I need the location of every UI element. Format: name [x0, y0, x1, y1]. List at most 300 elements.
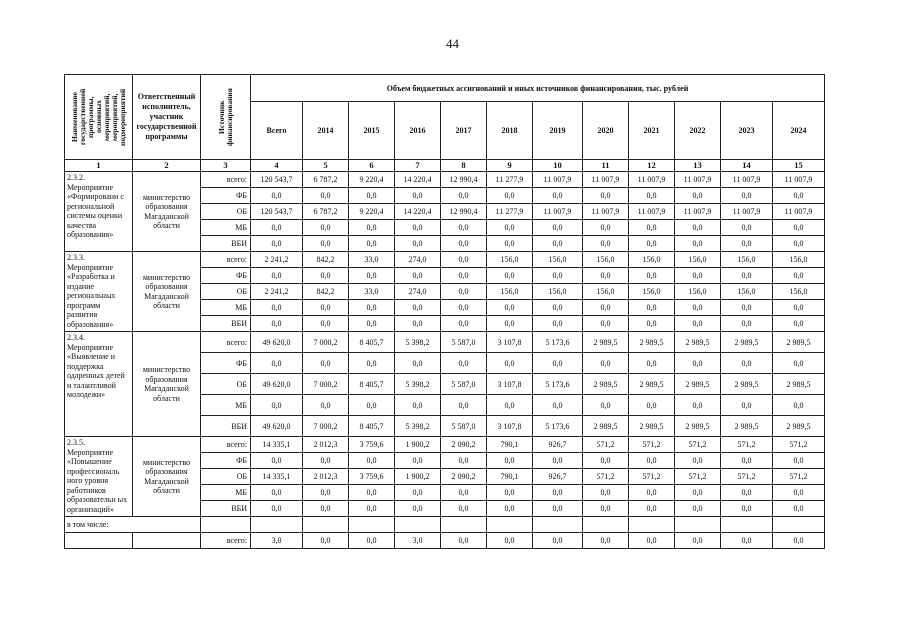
amount-cell: 5 398,2	[395, 332, 441, 353]
amount-cell: 571,2	[721, 469, 773, 485]
amount-cell: 11 007,9	[533, 204, 583, 220]
amount-cell: 2 989,5	[773, 416, 825, 437]
amount-cell: 842,2	[303, 252, 349, 268]
amount-cell: 2 989,5	[675, 332, 721, 353]
amount-cell: 0,0	[773, 316, 825, 332]
amount-cell: 0,0	[773, 300, 825, 316]
amount-cell: 571,2	[721, 437, 773, 453]
amount-cell: 9 220,4	[349, 172, 395, 188]
amount-cell: 12 990,4	[441, 204, 487, 220]
amount-cell: 2 989,5	[583, 374, 629, 395]
amount-cell: 0,0	[629, 188, 675, 204]
amount-cell: 790,1	[487, 437, 533, 453]
header-year: 2024	[773, 102, 825, 160]
amount-cell: 3 107,8	[487, 416, 533, 437]
amount-cell: 0,0	[251, 485, 303, 501]
amount-cell: 0,0	[773, 188, 825, 204]
amount-cell: 0,0	[533, 220, 583, 236]
amount-cell: 156,0	[721, 284, 773, 300]
table-row	[65, 437, 825, 453]
amount-cell: 0,0	[349, 188, 395, 204]
amount-cell: 0,0	[721, 501, 773, 517]
amount-cell: 14 335,1	[251, 437, 303, 453]
amount-cell: 156,0	[487, 252, 533, 268]
amount-cell: 0,0	[251, 353, 303, 374]
amount-cell: 0,0	[533, 316, 583, 332]
amount-cell: 0,0	[675, 300, 721, 316]
amount-cell: 0,0	[629, 268, 675, 284]
amount-cell: 8 405,7	[349, 416, 395, 437]
empty-cell	[201, 517, 251, 533]
empty-cell	[629, 517, 675, 533]
amount-cell: 842,2	[303, 284, 349, 300]
amount-cell: 0,0	[349, 485, 395, 501]
amount-cell: 0,0	[629, 353, 675, 374]
column-number: 6	[349, 160, 395, 172]
amount-cell: 0,0	[395, 485, 441, 501]
amount-cell: 0,0	[583, 395, 629, 416]
amount-cell: 11 277,9	[487, 172, 533, 188]
amount-cell: 0,0	[395, 300, 441, 316]
amount-cell: 0,0	[721, 353, 773, 374]
amount-cell: 7 000,2	[303, 416, 349, 437]
empty-cell	[583, 517, 629, 533]
header-volume: Объем бюджетных ассигнований и иных источников финансирования, тыс. рублей	[251, 75, 825, 102]
amount-cell: 0,0	[441, 501, 487, 517]
funding-source: всего:	[201, 252, 251, 268]
amount-cell: 2 989,5	[675, 374, 721, 395]
column-number: 1	[65, 160, 133, 172]
amount-cell: 0,0	[533, 453, 583, 469]
amount-cell: 0,0	[395, 453, 441, 469]
amount-cell: 0,0	[441, 533, 487, 549]
amount-cell: 0,0	[721, 268, 773, 284]
amount-cell: 0,0	[395, 220, 441, 236]
amount-cell: 0,0	[395, 316, 441, 332]
amount-cell: 156,0	[533, 252, 583, 268]
amount-cell: 5 398,2	[395, 374, 441, 395]
amount-cell: 2 989,5	[629, 416, 675, 437]
amount-cell: 0,0	[533, 395, 583, 416]
amount-cell: 0,0	[675, 501, 721, 517]
amount-cell: 0,0	[675, 236, 721, 252]
funding-source: ОБ	[201, 284, 251, 300]
amount-cell: 0,0	[395, 188, 441, 204]
amount-cell: 0,0	[675, 188, 721, 204]
amount-cell: 14 335,1	[251, 469, 303, 485]
amount-cell: 0,0	[441, 300, 487, 316]
amount-cell: 0,0	[773, 485, 825, 501]
amount-cell: 0,0	[533, 533, 583, 549]
funding-source: ФБ	[201, 353, 251, 374]
amount-cell: 0,0	[251, 395, 303, 416]
empty-cell	[133, 533, 201, 549]
amount-cell: 11 007,9	[629, 204, 675, 220]
header-source	[201, 75, 251, 160]
subtotal-row	[65, 533, 825, 549]
amount-cell: 0,0	[583, 236, 629, 252]
amount-cell: 0,0	[773, 236, 825, 252]
amount-cell: 0,0	[583, 316, 629, 332]
amount-cell: 0,0	[395, 501, 441, 517]
activity-name: 2.3.5. Мероприятие «Повышение профессиональ ного уровня работников образовательн ых организаций»	[65, 437, 133, 517]
amount-cell: 274,0	[395, 252, 441, 268]
amount-cell: 0,0	[251, 188, 303, 204]
header-year: Всего	[251, 102, 303, 160]
amount-cell: 2 241,2	[251, 284, 303, 300]
amount-cell: 5 173,6	[533, 374, 583, 395]
amount-cell: 49 620,0	[251, 374, 303, 395]
amount-cell: 0,0	[675, 533, 721, 549]
amount-cell: 5 173,6	[533, 416, 583, 437]
amount-cell: 156,0	[533, 284, 583, 300]
amount-cell: 0,0	[675, 268, 721, 284]
funding-source: всего:	[201, 437, 251, 453]
amount-cell: 0,0	[441, 453, 487, 469]
column-number: 11	[583, 160, 629, 172]
column-number: 14	[721, 160, 773, 172]
amount-cell: 11 007,9	[721, 204, 773, 220]
amount-cell: 2 090,2	[441, 437, 487, 453]
amount-cell: 156,0	[583, 252, 629, 268]
amount-cell: 926,7	[533, 437, 583, 453]
amount-cell: 156,0	[675, 252, 721, 268]
funding-source: ОБ	[201, 374, 251, 395]
amount-cell: 0,0	[773, 533, 825, 549]
amount-cell: 8 405,7	[349, 332, 395, 353]
amount-cell: 0,0	[721, 188, 773, 204]
amount-cell: 49 620,0	[251, 416, 303, 437]
amount-cell: 0,0	[251, 236, 303, 252]
amount-cell: 0,0	[533, 353, 583, 374]
amount-cell: 571,2	[629, 437, 675, 453]
amount-cell: 0,0	[773, 395, 825, 416]
column-number: 15	[773, 160, 825, 172]
amount-cell: 0,0	[721, 485, 773, 501]
header-year: 2021	[629, 102, 675, 160]
column-number: 8	[441, 160, 487, 172]
amount-cell: 0,0	[533, 501, 583, 517]
amount-cell: 1 900,2	[395, 437, 441, 453]
activity-name: 2.3.2. Мероприятие «Формировани с региональной системы оценки качества образования»	[65, 172, 133, 252]
amount-cell: 120 543,7	[251, 204, 303, 220]
amount-cell: 0,0	[349, 501, 395, 517]
amount-cell: 571,2	[583, 469, 629, 485]
amount-cell: 0,0	[303, 453, 349, 469]
amount-cell: 0,0	[721, 395, 773, 416]
amount-cell: 0,0	[675, 316, 721, 332]
amount-cell: 9 220,4	[349, 204, 395, 220]
empty-cell	[251, 517, 303, 533]
amount-cell: 156,0	[773, 284, 825, 300]
amount-cell: 0,0	[773, 453, 825, 469]
amount-cell: 0,0	[533, 188, 583, 204]
amount-cell: 3 107,8	[487, 374, 533, 395]
amount-cell: 0,0	[349, 533, 395, 549]
amount-cell: 120 543,7	[251, 172, 303, 188]
header-year: 2020	[583, 102, 629, 160]
amount-cell: 0,0	[487, 485, 533, 501]
amount-cell: 3,0	[395, 533, 441, 549]
amount-cell: 571,2	[773, 469, 825, 485]
amount-cell: 0,0	[441, 284, 487, 300]
amount-cell: 12 990,4	[441, 172, 487, 188]
amount-cell: 0,0	[675, 220, 721, 236]
amount-cell: 0,0	[251, 300, 303, 316]
amount-cell: 0,0	[583, 533, 629, 549]
amount-cell: 156,0	[629, 252, 675, 268]
amount-cell: 0,0	[583, 268, 629, 284]
amount-cell: 11 007,9	[721, 172, 773, 188]
amount-cell: 0,0	[583, 220, 629, 236]
amount-cell: 0,0	[395, 268, 441, 284]
amount-cell: 0,0	[487, 353, 533, 374]
empty-cell	[721, 517, 773, 533]
amount-cell: 0,0	[583, 501, 629, 517]
amount-cell: 11 007,9	[629, 172, 675, 188]
amount-cell: 0,0	[629, 453, 675, 469]
amount-cell: 0,0	[251, 453, 303, 469]
funding-source: ОБ	[201, 469, 251, 485]
amount-cell: 0,0	[487, 268, 533, 284]
header-source-text: Источник финансирования	[216, 88, 234, 146]
executor: министерство образования Магаданской области	[133, 252, 201, 332]
amount-cell: 3,0	[251, 533, 303, 549]
amount-cell: 0,0	[349, 268, 395, 284]
funding-source: ФБ	[201, 268, 251, 284]
amount-cell: 2 989,5	[773, 374, 825, 395]
amount-cell: 0,0	[675, 395, 721, 416]
amount-cell: 571,2	[773, 437, 825, 453]
amount-cell: 0,0	[441, 236, 487, 252]
amount-cell: 0,0	[487, 236, 533, 252]
funding-source: ФБ	[201, 188, 251, 204]
empty-cell	[349, 517, 395, 533]
amount-cell: 0,0	[675, 485, 721, 501]
amount-cell: 0,0	[629, 300, 675, 316]
amount-cell: 0,0	[395, 395, 441, 416]
amount-cell: 2 989,5	[583, 416, 629, 437]
amount-cell: 0,0	[629, 395, 675, 416]
amount-cell: 0,0	[303, 533, 349, 549]
amount-cell: 3 759,6	[349, 437, 395, 453]
amount-cell: 0,0	[487, 453, 533, 469]
amount-cell: 0,0	[349, 300, 395, 316]
amount-cell: 2 012,3	[303, 437, 349, 453]
amount-cell: 2 989,5	[629, 332, 675, 353]
empty-cell	[395, 517, 441, 533]
funding-source: всего:	[201, 533, 251, 549]
amount-cell: 0,0	[303, 220, 349, 236]
amount-cell: 0,0	[629, 485, 675, 501]
amount-cell: 571,2	[583, 437, 629, 453]
amount-cell: 0,0	[487, 300, 533, 316]
amount-cell: 0,0	[303, 485, 349, 501]
amount-cell: 0,0	[533, 300, 583, 316]
header-year: 2022	[675, 102, 721, 160]
header-name-text: Наименование государственной программы, основных мероприятий, мероприятий, подмероприятий	[69, 88, 127, 146]
amount-cell: 2 989,5	[675, 416, 721, 437]
amount-cell: 156,0	[583, 284, 629, 300]
amount-cell: 156,0	[773, 252, 825, 268]
amount-cell: 6 787,2	[303, 172, 349, 188]
amount-cell: 790,1	[487, 469, 533, 485]
header-year: 2014	[303, 102, 349, 160]
amount-cell: 0,0	[349, 395, 395, 416]
amount-cell: 0,0	[721, 453, 773, 469]
amount-cell: 0,0	[303, 188, 349, 204]
amount-cell: 14 220,4	[395, 204, 441, 220]
amount-cell: 156,0	[721, 252, 773, 268]
column-number: 5	[303, 160, 349, 172]
amount-cell: 5 173,6	[533, 332, 583, 353]
table-row	[65, 172, 825, 188]
executor: министерство образования Магаданской области	[133, 332, 201, 437]
column-numbers-row	[65, 160, 825, 172]
amount-cell: 2 989,5	[721, 374, 773, 395]
funding-source: МБ	[201, 220, 251, 236]
amount-cell: 0,0	[629, 316, 675, 332]
amount-cell: 0,0	[349, 220, 395, 236]
header-name	[65, 75, 133, 160]
amount-cell: 0,0	[349, 316, 395, 332]
amount-cell: 11 007,9	[533, 172, 583, 188]
amount-cell: 0,0	[629, 501, 675, 517]
header-year: 2023	[721, 102, 773, 160]
empty-cell	[533, 517, 583, 533]
empty-cell	[675, 517, 721, 533]
amount-cell: 0,0	[583, 485, 629, 501]
amount-cell: 571,2	[675, 437, 721, 453]
amount-cell: 0,0	[721, 236, 773, 252]
amount-cell: 0,0	[441, 252, 487, 268]
subtotal-label: в том числе:	[65, 517, 201, 533]
amount-cell: 33,0	[349, 252, 395, 268]
empty-cell	[773, 517, 825, 533]
amount-cell: 0,0	[487, 316, 533, 332]
amount-cell: 3 107,8	[487, 332, 533, 353]
amount-cell: 0,0	[533, 236, 583, 252]
amount-cell: 571,2	[675, 469, 721, 485]
amount-cell: 0,0	[349, 353, 395, 374]
amount-cell: 2 989,5	[721, 416, 773, 437]
amount-cell: 0,0	[487, 188, 533, 204]
amount-cell: 0,0	[303, 316, 349, 332]
amount-cell: 6 787,2	[303, 204, 349, 220]
amount-cell: 11 007,9	[583, 172, 629, 188]
amount-cell: 5 587,0	[441, 374, 487, 395]
amount-cell: 7 000,2	[303, 332, 349, 353]
funding-source: всего:	[201, 332, 251, 353]
amount-cell: 2 989,5	[583, 332, 629, 353]
header-executor: Ответственный исполнитель, участник государственной программы	[133, 75, 201, 160]
amount-cell: 0,0	[583, 188, 629, 204]
amount-cell: 0,0	[349, 453, 395, 469]
amount-cell: 0,0	[721, 300, 773, 316]
amount-cell: 0,0	[773, 353, 825, 374]
funding-source: ВБИ	[201, 416, 251, 437]
amount-cell: 0,0	[395, 236, 441, 252]
amount-cell: 11 007,9	[583, 204, 629, 220]
empty-cell	[441, 517, 487, 533]
amount-cell: 926,7	[533, 469, 583, 485]
amount-cell: 0,0	[441, 316, 487, 332]
amount-cell: 0,0	[629, 533, 675, 549]
funding-source: ОБ	[201, 204, 251, 220]
funding-source: МБ	[201, 300, 251, 316]
column-number: 3	[201, 160, 251, 172]
header-year: 2019	[533, 102, 583, 160]
amount-cell: 0,0	[583, 353, 629, 374]
amount-cell: 0,0	[721, 316, 773, 332]
column-number: 10	[533, 160, 583, 172]
amount-cell: 0,0	[533, 485, 583, 501]
amount-cell: 0,0	[303, 353, 349, 374]
amount-cell: 0,0	[251, 220, 303, 236]
budget-table	[64, 74, 825, 549]
amount-cell: 5 398,2	[395, 416, 441, 437]
amount-cell: 0,0	[773, 220, 825, 236]
amount-cell: 0,0	[349, 236, 395, 252]
amount-cell: 0,0	[303, 300, 349, 316]
amount-cell: 0,0	[629, 236, 675, 252]
funding-source: ВБИ	[201, 501, 251, 517]
amount-cell: 0,0	[583, 300, 629, 316]
amount-cell: 2 241,2	[251, 252, 303, 268]
page-number: 44	[446, 36, 459, 51]
amount-cell: 0,0	[303, 395, 349, 416]
table-row	[65, 252, 825, 268]
column-number: 12	[629, 160, 675, 172]
amount-cell: 0,0	[303, 236, 349, 252]
column-number: 4	[251, 160, 303, 172]
amount-cell: 11 007,9	[675, 172, 721, 188]
amount-cell: 0,0	[629, 220, 675, 236]
funding-source: ВБИ	[201, 316, 251, 332]
amount-cell: 5 587,0	[441, 332, 487, 353]
activity-name: 2.3.3. Мероприятие «Разработка и издание региональных программ развития образования»	[65, 252, 133, 332]
amount-cell: 0,0	[583, 453, 629, 469]
amount-cell: 2 989,5	[629, 374, 675, 395]
header-year: 2016	[395, 102, 441, 160]
funding-source: ФБ	[201, 453, 251, 469]
amount-cell: 274,0	[395, 284, 441, 300]
amount-cell: 7 000,2	[303, 374, 349, 395]
column-number: 9	[487, 160, 533, 172]
column-number: 7	[395, 160, 441, 172]
amount-cell: 0,0	[441, 485, 487, 501]
amount-cell: 2 090,2	[441, 469, 487, 485]
amount-cell: 0,0	[487, 220, 533, 236]
amount-cell: 0,0	[721, 220, 773, 236]
funding-source: всего:	[201, 172, 251, 188]
amount-cell: 156,0	[675, 284, 721, 300]
amount-cell: 0,0	[721, 533, 773, 549]
funding-source: МБ	[201, 395, 251, 416]
header-row	[65, 75, 825, 102]
executor: министерство образования Магаданской области	[133, 172, 201, 252]
amount-cell: 0,0	[251, 268, 303, 284]
amount-cell: 0,0	[441, 220, 487, 236]
empty-cell	[487, 517, 533, 533]
amount-cell: 0,0	[441, 268, 487, 284]
amount-cell: 11 007,9	[773, 204, 825, 220]
amount-cell: 11 007,9	[675, 204, 721, 220]
amount-cell: 156,0	[487, 284, 533, 300]
executor: министерство образования Магаданской области	[133, 437, 201, 517]
amount-cell: 0,0	[773, 501, 825, 517]
funding-source: МБ	[201, 485, 251, 501]
